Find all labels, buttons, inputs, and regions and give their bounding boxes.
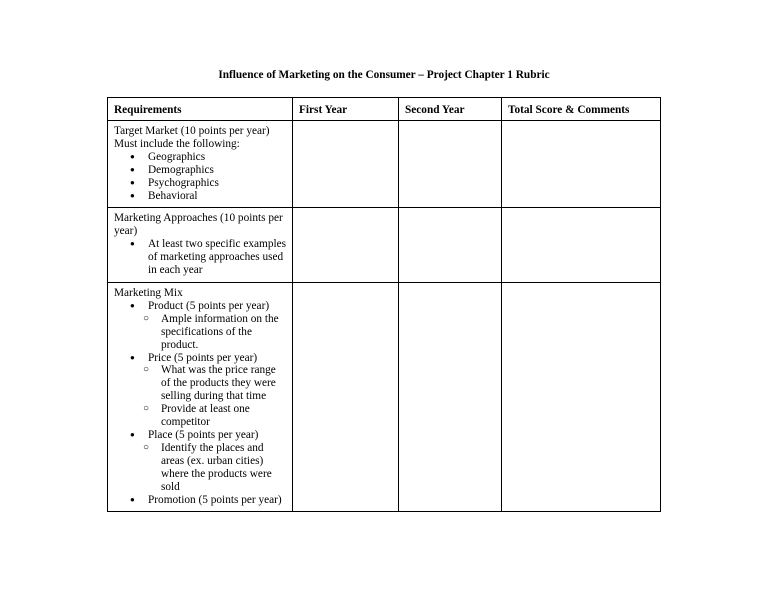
rubric-table xyxy=(107,97,661,512)
sub-bullet-list xyxy=(148,313,288,352)
table-row xyxy=(108,121,661,208)
first-year-cell xyxy=(293,283,399,512)
list-item-label: Price (5 points per year) xyxy=(148,351,258,364)
bullet-list xyxy=(114,151,288,203)
requirement-heading: Marketing Mix xyxy=(114,287,183,299)
sub-bullet-list xyxy=(148,364,288,429)
total-score-cell xyxy=(502,121,661,208)
second-year-cell xyxy=(399,208,502,283)
requirement-subheading: Must include the following: xyxy=(114,137,240,150)
list-item: ● Demographics xyxy=(114,164,288,177)
requirement-cell xyxy=(108,208,293,283)
list-item: ● Psychographics xyxy=(114,177,288,190)
requirement-heading: Marketing Approaches (10 points per year) xyxy=(114,212,283,237)
list-item: ● Behavioral xyxy=(114,190,288,203)
table-header-row xyxy=(108,98,661,121)
sub-list-item: ○ Provide at least one competitor xyxy=(148,403,288,429)
total-score-cell xyxy=(502,283,661,512)
table-row xyxy=(108,283,661,512)
list-item xyxy=(114,494,288,507)
list-item: ● Geographics xyxy=(114,151,288,164)
requirement-cell xyxy=(108,283,293,512)
list-item-label: Place (5 points per year) xyxy=(148,428,259,441)
document-title: Influence of Marketing on the Consumer – Project Chapter 1 Rubric xyxy=(218,69,550,81)
requirement-cell xyxy=(108,121,293,208)
list-item-label: Promotion (5 points per year) xyxy=(148,493,282,506)
sub-list-item: ○ Identify the places and areas (ex. urban cities) where the products were sold xyxy=(148,442,288,494)
list-item xyxy=(114,429,288,494)
sub-list-item: ○ Ample information on the specifications of the product. xyxy=(148,313,288,352)
list-item xyxy=(114,352,288,429)
list-item: ● At least two specific examples of marketing approaches used in each year xyxy=(114,238,288,277)
table-row xyxy=(108,208,661,283)
list-item-label: Product (5 points per year) xyxy=(148,299,270,312)
second-year-cell xyxy=(399,283,502,512)
bullet-list xyxy=(114,238,288,277)
second-year-cell xyxy=(399,121,502,208)
sub-bullet-list xyxy=(148,442,288,494)
list-item xyxy=(114,300,288,352)
sub-list-item: ○ What was the price range of the products they were selling during that time xyxy=(148,364,288,403)
header-total-score: Total Score & Comments xyxy=(502,98,661,121)
bullet-list xyxy=(114,300,288,507)
first-year-cell xyxy=(293,208,399,283)
header-first-year: First Year xyxy=(293,98,399,121)
header-requirements: Requirements xyxy=(108,98,293,121)
first-year-cell xyxy=(293,121,399,208)
requirement-heading: Target Market (10 points per year) xyxy=(114,125,270,137)
total-score-cell xyxy=(502,208,661,283)
header-second-year: Second Year xyxy=(399,98,502,121)
